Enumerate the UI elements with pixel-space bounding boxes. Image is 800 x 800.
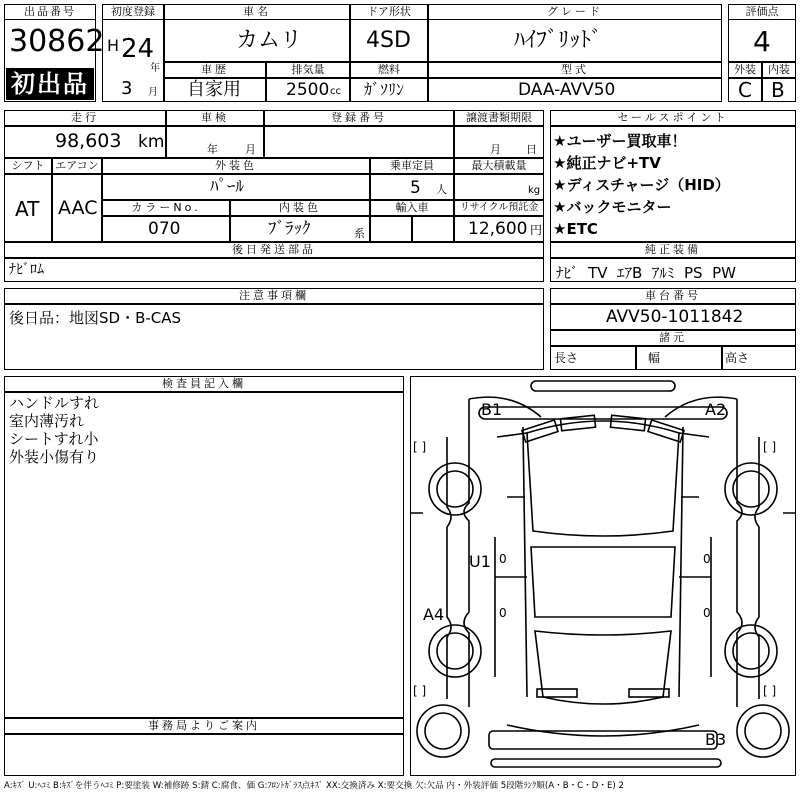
sales-point-item: ★バックモニター <box>553 198 672 216</box>
int-color-suffix: 系 <box>354 227 365 240</box>
sales-points-label: セールスポイント <box>550 110 796 126</box>
capacity-unit: 人 <box>436 183 447 196</box>
sales-point-item: ★純正ナビ+TV <box>553 154 661 172</box>
height-label: 高さ <box>725 351 750 365</box>
inspector-note: シートすれ小 <box>9 430 99 448</box>
equipment-label: 純正装備 <box>550 242 796 258</box>
dims-label: 諸元 <box>550 330 796 346</box>
registration-month: 3 <box>121 78 133 99</box>
transfer-day-unit: 日 <box>526 143 537 156</box>
model-label: 型式 <box>428 62 722 78</box>
door-label: ドア形状 <box>350 4 428 20</box>
history: 自家用 <box>187 79 241 100</box>
transfer-deadline-label: 譲渡書類期限 <box>454 110 544 126</box>
mileage-label: 走行 <box>4 110 166 126</box>
ac: AAC <box>58 197 98 219</box>
bracket-right-bottom: [ ] <box>763 684 777 698</box>
bracket-left-top: [ ] <box>413 440 427 454</box>
shift: AT <box>15 197 40 221</box>
notes-text: 後日品：地図SD・B-CAS <box>9 309 182 327</box>
later-parts-label: 後日発送部品 <box>4 242 544 258</box>
interior-label: 内装 <box>762 62 796 78</box>
mileage: 98,603 <box>55 130 122 152</box>
capacity: 5 <box>410 178 421 198</box>
lot-number: 30862 <box>9 24 105 59</box>
notes-label: 注意事項欄 <box>4 288 544 304</box>
sales-point-item: ★ユーザー買取車！ <box>553 132 687 150</box>
car-name: カムリ <box>236 28 303 53</box>
fuel: ｶﾞｿﾘﾝ <box>364 80 405 99</box>
displacement-unit: cc <box>330 86 341 97</box>
recycle-amount: 12,600 <box>468 219 528 239</box>
displacement: 2500 <box>286 80 330 100</box>
era: H <box>107 36 120 55</box>
office-cell <box>4 734 404 776</box>
zero-mark: 0 <box>703 552 711 566</box>
fuel-label: 燃料 <box>350 62 428 78</box>
exterior-label: 外装 <box>728 62 762 78</box>
recycle-label: リサイクル預託金 <box>454 200 544 216</box>
equipment-list <box>556 262 736 283</box>
door-type: 4SD <box>366 28 411 53</box>
sales-point-item: ★ディスチャージ（HID） <box>553 176 730 194</box>
inspector-label: 検査員記入欄 <box>4 376 404 392</box>
equipment-item: PW <box>712 264 736 282</box>
import-label: 輸入車 <box>370 200 454 216</box>
model: DAA-AVV50 <box>518 80 616 100</box>
mark-b3: B3 <box>705 730 727 749</box>
registration-year: 24 <box>121 34 155 64</box>
score-label: 評価点 <box>728 4 796 20</box>
equipment-item: PS <box>683 264 703 282</box>
reg-number-label: 登録番号 <box>264 110 454 126</box>
chassis-label: 車台番号 <box>550 288 796 304</box>
width-label: 幅 <box>648 351 661 365</box>
mileage-unit: km <box>138 132 165 152</box>
month-unit: 月 <box>148 87 158 98</box>
later-parts-cell <box>4 258 544 282</box>
sales-points-list <box>553 130 730 240</box>
later-parts: ﾅﾋﾞﾛﾑ <box>9 262 44 278</box>
damage-diagram <box>410 376 796 776</box>
recycle-unit: 円 <box>530 223 543 237</box>
inspector-note: 室内薄汚れ <box>9 412 85 430</box>
ac-label: エアコン <box>52 158 102 174</box>
sales-point-item: ★ETC <box>553 220 598 238</box>
capacity-label: 乗車定員 <box>370 158 454 174</box>
color-no-label: カラーNo. <box>102 200 230 216</box>
equipment-item: ｱﾙﾐ <box>651 264 675 282</box>
equipment-item: TV <box>588 264 608 282</box>
bracket-right-top: [ ] <box>763 440 777 454</box>
displacement-label: 排気量 <box>266 62 350 78</box>
score: 4 <box>753 25 771 58</box>
import-cell-b <box>412 216 454 242</box>
bracket-left-bottom: [ ] <box>413 684 427 698</box>
mark-a2: A2 <box>705 400 727 419</box>
zero-mark: 0 <box>703 606 711 620</box>
transfer-month-unit: 月 <box>490 143 501 156</box>
import-cell-a <box>370 216 412 242</box>
equipment-item: ﾅﾋﾞ <box>556 264 579 282</box>
grade: ﾊｲﾌﾞﾘｯﾄﾞ <box>514 28 603 53</box>
inspector-note: ハンドルすれ <box>9 394 100 412</box>
load-unit: kg <box>528 185 541 196</box>
length-label: 長さ <box>554 351 579 365</box>
int-color-label: 内装色 <box>230 200 370 216</box>
history-label: 車歴 <box>164 62 266 78</box>
reg-number-cell <box>264 126 454 158</box>
car-name-label: 車名 <box>164 4 350 20</box>
grade-label: グレード <box>428 4 722 20</box>
zero-mark: 0 <box>499 606 507 620</box>
office-label: 事務局よりご案内 <box>4 718 404 734</box>
lot-number-label: 出品番号 <box>4 4 96 20</box>
mark-a4: A4 <box>423 605 445 624</box>
mark-u1: U1 <box>469 552 491 571</box>
legend-line: A:ｷｽﾞ U:ﾍｺﾐ B:ｷｽﾞを伴うﾍｺﾐ P:要塗装 W:補修跡 S:錆 C:腐食、価 G:ﾌﾛﾝﾄｶﾞﾗｽ点ｷｽﾞ XX:交換済み X:要交換 欠:欠品 内・外装評価 5段階ﾗﾝｸ順(A・B・C・D・E) 2 <box>4 781 624 791</box>
exterior-grade: C <box>738 78 752 102</box>
inspector-note: 外装小傷有り <box>9 448 100 466</box>
inspector-notes <box>9 394 99 466</box>
first-listing-badge: 初出品 <box>6 68 94 100</box>
first-registration-label: 初度登録 <box>102 4 164 20</box>
zero-mark: 0 <box>499 552 507 566</box>
int-color: ﾌﾞﾗｯｸ <box>268 219 311 239</box>
inspection-year-unit: 年 <box>207 143 218 156</box>
mark-b1: B1 <box>481 400 503 419</box>
chassis-number: AVV50-1011842 <box>606 307 744 327</box>
inspection-month-unit: 月 <box>245 143 256 156</box>
inspection-label: 車検 <box>166 110 264 126</box>
car-outline <box>411 377 795 775</box>
ext-color: ﾊﾟｰﾙ <box>210 177 244 197</box>
year-unit: 年 <box>150 63 160 74</box>
ext-color-label: 外装色 <box>102 158 370 174</box>
load-label: 最大積載量 <box>454 158 544 174</box>
interior-grade: B <box>771 78 785 102</box>
color-no: 070 <box>148 219 181 239</box>
equipment-item: ｴｱB <box>617 264 643 282</box>
shift-label: シフト <box>4 158 52 174</box>
